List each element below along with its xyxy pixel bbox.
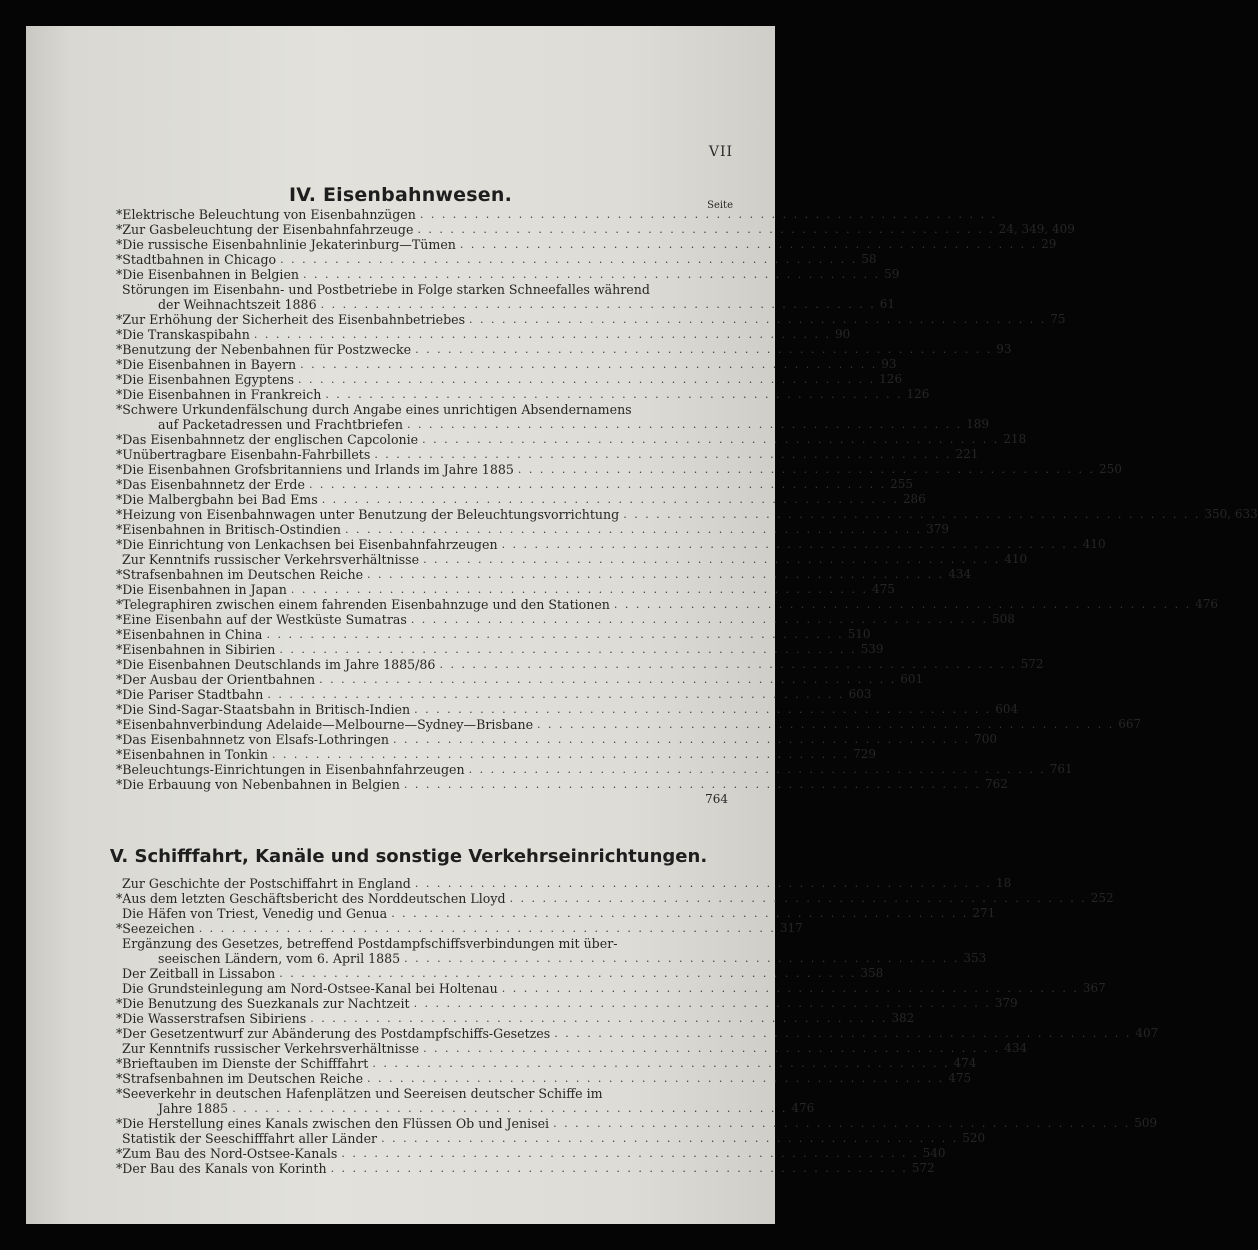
toc-entry-title: *Strafsenbahnen im Deutschen Reiche bbox=[116, 567, 364, 582]
toc-entry bbox=[116, 612, 1015, 627]
toc-list-section-5 bbox=[116, 876, 1159, 1176]
toc-entry-title-continued: Jahre 1885 bbox=[158, 1101, 229, 1116]
toc-entry-pages: 58 bbox=[861, 252, 877, 266]
toc-entry bbox=[116, 387, 930, 402]
toc-entry-title: *Die Eisenbahnen in Bayern bbox=[116, 357, 297, 372]
toc-entry-pages: 434 bbox=[948, 567, 972, 581]
dot-leader: . . . . . . . . . . . . . . . . . . . . . . . . . . . . . . . . . . . . . . . . . . . . . . . . . . . . . bbox=[198, 922, 776, 935]
toc-list-section-4 bbox=[116, 207, 1258, 807]
toc-entry bbox=[116, 597, 1218, 612]
dot-leader: . . . . . . . . . . . . . . . . . . . . . . . . . . . . . . . . . . . . . . . . . . . . . . . . . . . . . bbox=[509, 892, 1087, 905]
toc-entry-title: *Eisenbahnen in Sibirien bbox=[116, 642, 276, 657]
dot-leader: . . . . . . . . . . . . . . . . . . . . . . . . . . . . . . . . . . . . . . . . . . . . . . . . . . . . . bbox=[253, 328, 832, 341]
toc-entry-pages: 75 bbox=[1050, 312, 1066, 326]
dot-leader: . . . . . . . . . . . . . . . . . . . . . . . . . . . . . . . . . . . . . . . . . . . . . . . . . . . . . bbox=[344, 523, 923, 536]
toc-entry-title: *Das Eisenbahnnetz von Elsafs-Lothringen bbox=[116, 732, 389, 747]
dot-leader: . . . . . . . . . . . . . . . . . . . . . . . . . . . . . . . . . . . . . . . . . . . . . . . . . . . . . bbox=[459, 238, 1038, 251]
section-heading-eisenbahnwesen: IV. Eisenbahnwesen. bbox=[288, 184, 513, 206]
toc-entry bbox=[116, 1146, 946, 1161]
toc-entry-title: *Telegraphiren zwischen einem fahrenden Eisenbahnzuge und den Stationen bbox=[116, 597, 610, 612]
toc-entry bbox=[116, 642, 884, 657]
toc-entry-pages: 604 bbox=[995, 702, 1019, 716]
toc-entry-pages: 475 bbox=[948, 1071, 972, 1085]
toc-entry-title: *Unübertragbare Eisenbahn-Fahrbillets bbox=[116, 447, 371, 462]
dot-leader: . . . . . . . . . . . . . . . . . . . . . . . . . . . . . . . . . . . . . . . . . . . . . . . . . . . . . bbox=[290, 583, 869, 596]
dot-leader: . . . . . . . . . . . . . . . . . . . . . . . . . . . . . . . . . . . . . . . . . . . . . . . . . . . . . bbox=[391, 907, 969, 920]
dot-leader: . . . . . . . . . . . . . . . . . . . . . . . . . . . . . . . . . . . . . . . . . . . . . . . . . . . . . bbox=[537, 718, 1115, 731]
toc-entry-pages: 410 bbox=[1082, 537, 1106, 551]
toc-entry-pages: 59 bbox=[884, 267, 900, 281]
toc-entry-pages: 93 bbox=[996, 342, 1012, 356]
toc-entry-title: *Zum Bau des Nord-Ostsee-Kanals bbox=[116, 1146, 338, 1161]
dot-leader: . . . . . . . . . . . . . . . . . . . . . . . . . . . . . . . . . . . . . . . . . . . . . . . . . . . bbox=[320, 298, 876, 311]
toc-entry-title: Zur Kenntnifs russischer Verkehrsverhältnisse bbox=[122, 1041, 420, 1056]
toc-entry bbox=[116, 1116, 1158, 1131]
dot-leader: . . . . . . . . . . . . . . . . . . . . . . . . . . . . . . . . . . . . . . . . . . . . . . . . . . . . . bbox=[279, 967, 857, 980]
toc-entry bbox=[116, 996, 1018, 1011]
toc-entry-pages: 764 bbox=[705, 792, 728, 806]
toc-entry-title: Störungen im Eisenbahn- und Postbetriebe in Folge starken Schneefalles während bbox=[122, 282, 650, 297]
dot-leader: . . . . . . . . . . . . . . . . . . . . . . . . . . . . . . . . . . . . . . . . . . . . . . . . . . . . . bbox=[310, 1012, 888, 1025]
toc-entry-pages: 93 bbox=[881, 357, 897, 371]
dot-leader: . . . . . . . . . . . . . . . . . . . . . . . . . . . . . . . . . . . . . . . . . . . . . . . . . . . . . bbox=[415, 343, 993, 356]
toc-entry-pages: 434 bbox=[1004, 1041, 1028, 1055]
dot-leader: . . . . . . . . . . . . . . . . . . . . . . . . . . . . . . . . . . . . . . . . . . . . . . . . . . . . . bbox=[423, 553, 1001, 566]
toc-entry-title: *Eine Eisenbahn auf der Westküste Sumatras bbox=[116, 612, 407, 627]
toc-entry-pages: 24, 349, 409 bbox=[998, 222, 1075, 236]
toc-entry-title: *Die Wasserstrafsen Sibiriens bbox=[116, 1011, 307, 1026]
dot-leader: . . . . . . . . . . . . . . . . . . . . . . . . . . . . . . . . . . . . . . . . . . . . . . . . . . . . . bbox=[423, 1042, 1001, 1055]
toc-entry bbox=[116, 981, 1106, 996]
toc-entry-title: *Strafsenbahnen im Deutschen Reiche bbox=[116, 1071, 364, 1086]
dot-leader: . . . . . . . . . . . . . . . . . . . . . . . . . . . . . . . . . . . . . . . . . . . . . . . . . . . . . bbox=[308, 478, 887, 491]
dot-leader: . . . . . . . . . . . . . . . . . . . . . . . . . . . . . . . . . . . . . . . . . . . . . . . . . . . . . bbox=[501, 982, 1079, 995]
toc-entry-title: *Seeverkehr in deutschen Hafenplätzen und Seereisen deutscher Schiffe im bbox=[116, 1086, 603, 1101]
dot-leader: . . . . . . . . . . . . . . . . . . . . . . . . . . . . . . . . . . . . . . . . . . . . . . . . . . . . . bbox=[623, 508, 1201, 521]
toc-entry-pages: 729 bbox=[853, 747, 876, 761]
toc-entry bbox=[116, 921, 803, 936]
toc-entry-title: *Eisenbahnverbindung Adelaide—Melbourne—Sydney—Brisbane bbox=[116, 717, 534, 732]
toc-entry-pages: 410 bbox=[1004, 552, 1028, 566]
toc-entry-title: *Die russische Eisenbahnlinie Jekaterinburg—Tümen bbox=[116, 237, 456, 252]
toc-entry bbox=[116, 936, 987, 966]
toc-entry bbox=[116, 372, 903, 387]
toc-entry-title: *Zur Erhöhung der Sicherheit des Eisenbahnbetriebes bbox=[116, 312, 466, 327]
toc-entry-pages: 476 bbox=[1195, 597, 1218, 611]
toc-entry bbox=[116, 357, 897, 372]
toc-entry bbox=[116, 1041, 1028, 1056]
toc-entry bbox=[116, 687, 872, 702]
dot-leader: . . . . . . . . . . . . . . . . . . . . . . . . . . . . . . . . . . . . . . . . . . . . . . . . . . . . . bbox=[381, 1132, 959, 1145]
toc-entry-title: *Schwere Urkundenfälschung durch Angabe eines unrichtigen Absendernamens bbox=[116, 402, 632, 417]
toc-entry-pages: 700 bbox=[974, 732, 998, 746]
toc-entry bbox=[116, 747, 876, 762]
toc-entry-title: *Die Einrichtung von Lenkachsen bei Eisenbahnfahrzeugen bbox=[116, 537, 498, 552]
toc-entry-pages: 189 bbox=[966, 417, 990, 431]
toc-entry-title: *Der Gesetzentwurf zur Abänderung des Postdampfschiffs-Gesetzes bbox=[116, 1026, 551, 1041]
toc-entry-title: *Der Ausbau der Orientbahnen bbox=[116, 672, 316, 687]
toc-entry-pages: 29 bbox=[1041, 237, 1057, 251]
toc-entry bbox=[116, 267, 900, 282]
dot-leader: . . . . . . . . . . . . . . . . . . . . . . . . . . . . . . . . . . . . . . . . . . . . . . . . . . . . . bbox=[517, 463, 1096, 476]
toc-entry-pages: 603 bbox=[848, 687, 872, 701]
toc-entry bbox=[116, 432, 1027, 447]
dot-leader: . . . . . . . . . . . . . . . . . . . . . . . . . . . . . . . . . . . . . . . . . . . . . . . . . . . . . bbox=[367, 568, 945, 581]
toc-entry-pages: 539 bbox=[860, 642, 884, 656]
dot-leader: . . . . . . . . . . . . . . . . . . . . . . . . . . . . . . . . . . . . . . . . . . . . . . . . . . . . . bbox=[330, 1162, 908, 1175]
toc-entry bbox=[116, 906, 996, 921]
toc-entry-pages: 317 bbox=[779, 921, 803, 935]
toc-entry-title: *Seezeichen bbox=[116, 921, 195, 936]
toc-entry-pages: 379 bbox=[926, 522, 950, 536]
toc-entry bbox=[116, 762, 1073, 777]
toc-entry-title: *Benutzung der Nebenbahnen für Postzwecke bbox=[116, 342, 412, 357]
seite-label: Seite bbox=[707, 200, 733, 211]
toc-entry bbox=[116, 447, 979, 462]
dot-leader: . . . . . . . . . . . . . . . . . . . . . . . . . . . . . . . . . . . . . . . . . . . . . . . . . . . . . bbox=[414, 703, 992, 716]
toc-entry-pages: 367 bbox=[1082, 981, 1106, 995]
dot-leader: . . . . . . . . . . . . . . . . . . . . . . . . . . . . . . . . . . . . . . . . . . . . . . . . . . . . . bbox=[271, 748, 850, 761]
toc-entry bbox=[116, 477, 913, 492]
dot-leader: . . . . . . . . . . . . . . . . . . . . . . . . . . . . . . . . . . . . . . . . . . . . . . . . . . . . . bbox=[300, 358, 878, 371]
toc-entry-title-continued: der Weihnachtszeit 1886 bbox=[158, 297, 317, 312]
toc-entry bbox=[116, 207, 997, 222]
toc-entry bbox=[116, 252, 877, 267]
toc-entry-title: Der Zeitball in Lissabon bbox=[122, 966, 276, 981]
toc-entry-title: *Die Herstellung eines Kanals zwischen den Flüssen Ob und Jenisei bbox=[116, 1116, 550, 1131]
dot-leader: . . . . . . . . . . . . . . . . . . . . . . . . . . . . . . . . . . . . . . . . . . . . . . . . . . . . . bbox=[392, 733, 971, 746]
toc-entry bbox=[116, 702, 1019, 717]
toc-entry bbox=[116, 237, 1057, 252]
dot-leader: . . . . . . . . . . . . . . . . . . . . . . . . . . . . . . . . . . . . . . . . . . . . . . . . . . . . . bbox=[325, 388, 903, 401]
toc-entry-title: *Die Benutzung des Suezkanals zur Nachtzeit bbox=[116, 996, 410, 1011]
dot-leader: . . . . . . . . . . . . . . . . . . . . . . . . . . . . . . . . . . . . . . . . . . . . . . . . . . . . . bbox=[422, 433, 1000, 446]
toc-entry-title: *Elektrische Beleuchtung von Eisenbahnzügen bbox=[116, 207, 416, 222]
toc-entry bbox=[116, 1071, 972, 1086]
toc-entry-title: *Heizung von Eisenbahnwagen unter Benutzung der Beleuchtungsvorrichtung bbox=[116, 507, 620, 522]
toc-entry-title: Zur Geschichte der Postschiffahrt in England bbox=[122, 876, 411, 891]
toc-entry-pages: 520 bbox=[962, 1131, 986, 1145]
toc-entry bbox=[116, 792, 728, 807]
toc-entry-pages: 271 bbox=[972, 906, 996, 920]
toc-entry-title: *Brieftauben im Dienste der Schifffahrt bbox=[116, 1056, 369, 1071]
toc-entry bbox=[116, 1161, 935, 1176]
toc-entry-title: Die Grundsteinlegung am Nord-Ostsee-Kanal bei Holtenau bbox=[122, 981, 498, 996]
toc-entry-pages: 476 bbox=[791, 1101, 815, 1115]
toc-entry bbox=[116, 627, 871, 642]
toc-entry-title: *Aus dem letzten Geschäftsbericht des Norddeutschen Lloyd bbox=[116, 891, 506, 906]
toc-entry-pages: 126 bbox=[906, 387, 930, 401]
toc-entry-title: *Die Eisenbahnen Egyptens bbox=[116, 372, 295, 387]
dot-leader: . . . . . . . . . . . . . . . . . . . . . . . . . . . . . . . . . . . . . . . . . . . . . . . . . . . . . bbox=[403, 778, 982, 791]
toc-entry-pages: 126 bbox=[879, 372, 903, 386]
toc-entry-pages: 601 bbox=[900, 672, 924, 686]
toc-entry-pages: 762 bbox=[985, 777, 1008, 791]
toc-entry-title: Ergänzung des Gesetzes, betreffend Postdampfschiffsverbindungen mit über- bbox=[122, 936, 618, 951]
toc-entry-title: *Das Eisenbahnnetz der englischen Capcolonie bbox=[116, 432, 419, 447]
toc-entry-title: *Die Malbergbahn bei Bad Ems bbox=[116, 492, 318, 507]
toc-entry-pages: 761 bbox=[1049, 762, 1073, 776]
dot-leader: . . . . . . . . . . . . . . . . . . . . . . . . . . . . . . . . . . . . . . . . . . . . . . . . . . . . . bbox=[367, 1072, 945, 1085]
toc-entry-pages: 218 bbox=[1003, 432, 1027, 446]
toc-entry-title: *Die Eisenbahnen Grofsbritanniens und Irlands im Jahre 1885 bbox=[116, 462, 514, 477]
toc-entry-title: *Die Eisenbahnen in Belgien bbox=[116, 267, 300, 282]
toc-entry bbox=[116, 537, 1106, 552]
toc-entry-title: *Die Transkaspibahn bbox=[116, 327, 250, 342]
toc-entry-pages: 382 bbox=[891, 1011, 915, 1025]
toc-entry bbox=[116, 672, 924, 687]
toc-entry-pages: 250 bbox=[1099, 462, 1122, 476]
toc-entry-title: Statistik der Seeschifffahrt aller Länder bbox=[122, 1131, 378, 1146]
dot-leader: . . . . . . . . . . . . . . . . . . . . . . . . . . . . . . . . . . . . . . . . . . . . . . . . . . . . . bbox=[439, 658, 1017, 671]
dot-leader: . . . . . . . . . . . . . . . . . . . . . . . . . . . . . . . . . . . . . . . . . . . . . . . . . . . . . bbox=[414, 877, 993, 890]
toc-entry-title-continued: seeischen Ländern, vom 6. April 1885 bbox=[158, 951, 401, 966]
toc-entry-title: *Zur Gasbeleuchtung der Eisenbahnfahrzeuge bbox=[116, 222, 414, 237]
toc-entry-pages: 508 bbox=[991, 612, 1015, 626]
toc-entry-title: *Das Eisenbahnnetz der Erde bbox=[116, 477, 305, 492]
toc-entry bbox=[116, 876, 1012, 891]
toc-entry bbox=[116, 891, 1114, 906]
toc-entry bbox=[116, 462, 1122, 477]
dot-leader: . . . . . . . . . . . . . . . . . . . . . . . . . . . . . . . . . . . . . . . . . . . . . . . . . . . . . bbox=[413, 997, 991, 1010]
toc-entry bbox=[116, 1011, 915, 1026]
dot-leader: . . . . . . . . . . . . . . . . . . . . . . . . . . . . . . . . . . . . . . . . . . . . . . . . . . . . . bbox=[468, 763, 1046, 776]
dot-leader: . . . . . . . . . . . . . . . . . . . . . . . . . . . . . . . . . . . . . . . . . . . . . . . . . . . . . bbox=[374, 448, 952, 461]
dot-leader: . . . . . . . . . . . . . . . . . . . . . . . . . . . . . . . . . . . . . . . . . . . . . . . . . . . . . bbox=[267, 688, 845, 701]
toc-entry bbox=[116, 327, 851, 342]
toc-entry bbox=[116, 567, 972, 582]
dot-leader: . . . . . . . . . . . . . . . . . . . . . . . . . . . . . . . . . . . . . . . . . . . . . . . . . . . . . bbox=[279, 643, 857, 656]
toc-entry-pages: 540 bbox=[922, 1146, 946, 1160]
toc-entry bbox=[116, 1026, 1159, 1041]
toc-entry-title: *Eisenbahnen in Britisch-Ostindien bbox=[116, 522, 341, 537]
toc-entry-pages: 407 bbox=[1135, 1026, 1159, 1040]
toc-entry-pages: 18 bbox=[996, 876, 1012, 890]
toc-entry bbox=[116, 1056, 977, 1071]
page-number: VII bbox=[708, 144, 733, 160]
toc-entry-title: *Die Eisenbahnen in Frankreich bbox=[116, 387, 322, 402]
toc-entry-title-continued: auf Packetadressen und Frachtbriefen bbox=[158, 417, 403, 432]
toc-entry-title: *Stadtbahnen in Chicago bbox=[116, 252, 277, 267]
dot-leader: . . . . . . . . . . . . . . . . . . . . . . . . . . . . . . . . . . . . . . . . . . . . . . . . . . . . . bbox=[266, 628, 844, 641]
dot-leader: . . . . . . . . . . . . . . . . . . . . . . . . . . . . . . . . . . . . . . . . . . . . . . . . . . . . . bbox=[280, 253, 858, 266]
toc-entry bbox=[116, 777, 1008, 792]
toc-entry-pages: 474 bbox=[953, 1056, 977, 1070]
dot-leader: . . . . . . . . . . . . . . . . . . . . . . . . . . . . . . . . . . . . . . . . . . . . . . . . . . . . . bbox=[469, 313, 1047, 326]
dot-leader: . . . . . . . . . . . . . . . . . . . . . . . . . . . . . . . . . . . . . . . . . . . . . . . . . . . . . bbox=[303, 268, 881, 281]
toc-entry bbox=[116, 552, 1028, 567]
toc-entry-title: Zur Kenntnifs russischer Verkehrsverhältnisse bbox=[122, 552, 420, 567]
toc-entry-title: *Eisenbahnen in China bbox=[116, 627, 263, 642]
toc-entry bbox=[116, 342, 1012, 357]
toc-entry bbox=[116, 282, 896, 312]
dot-leader: . . . . . . . . . . . . . . . . . . . . . . . . . . . . . . . . . . . . . . . . . . . . . . . . . . . . . bbox=[501, 538, 1079, 551]
toc-entry-title: *Eisenbahnen in Tonkin bbox=[116, 747, 268, 762]
toc-entry bbox=[116, 222, 1075, 237]
toc-entry-title: *Die Erbauung von Nebenbahnen in Belgien bbox=[116, 777, 400, 792]
dot-leader: . . . . . . . . . . . . . . . . . . . . . . . . . . . . . . . . . . . . . . . . . . . . . . . . . . . . . bbox=[419, 208, 997, 221]
dot-leader: . . . . . . . . . . . . . . . . . . . . . . . . . . . . . . . . . . . . . . . . . . . . . . . . . . . . . bbox=[341, 1147, 919, 1160]
toc-entry bbox=[116, 507, 1258, 522]
toc-entry bbox=[116, 717, 1142, 732]
toc-entry bbox=[116, 966, 884, 981]
toc-entry-pages: 221 bbox=[955, 447, 979, 461]
section-heading-schifffahrt: V. Schifffahrt, Kanäle und sonstige Verkehrseinrichtungen. bbox=[109, 846, 708, 867]
toc-entry bbox=[116, 1086, 815, 1116]
toc-entry bbox=[116, 657, 1044, 672]
toc-entry-pages: 286 bbox=[902, 492, 926, 506]
toc-entry bbox=[116, 582, 895, 597]
toc-entry bbox=[116, 1131, 986, 1146]
toc-entry-pages: 358 bbox=[860, 966, 884, 980]
toc-entry-pages: 475 bbox=[872, 582, 895, 596]
toc-entry-pages: 509 bbox=[1134, 1116, 1158, 1130]
dot-leader: . . . . . . . . . . . . . . . . . . . . . . . . . . . . . . . . . . . . . . . . . . . . . . . . . . . . . bbox=[613, 598, 1192, 611]
toc-entry-pages: 572 bbox=[1020, 657, 1044, 671]
toc-entry-pages: 255 bbox=[890, 477, 913, 491]
toc-entry-title: Die Häfen von Triest, Venedig und Genua bbox=[122, 906, 388, 921]
toc-entry-title: *Die Eisenbahnen in Japan bbox=[116, 582, 287, 597]
dot-leader: . . . . . . . . . . . . . . . . . . . . . . . . . . . . . . . . . . . . . . . . . . . . . . . . . . . . . bbox=[410, 613, 988, 626]
toc-entry-pages: 252 bbox=[1090, 891, 1114, 905]
toc-entry-title: *Beleuchtungs-Einrichtungen in Eisenbahnfahrzeugen bbox=[116, 762, 465, 777]
dot-leader: . . . . . . . . . . . . . . . . . . . . . . . . . . . . . . . . . . . . . . . . . . . . . . . . . . . bbox=[407, 418, 963, 431]
dot-leader: . . . . . . . . . . . . . . . . . . . . . . . . . . . . . . . . . . . . . . . . . . . . . . . . . . . . . bbox=[554, 1027, 1132, 1040]
toc-entry bbox=[116, 402, 990, 432]
toc-entry bbox=[116, 492, 926, 507]
book-page bbox=[26, 26, 1258, 1224]
toc-entry-pages: 353 bbox=[963, 951, 987, 965]
toc-entry-pages: 90 bbox=[835, 327, 851, 341]
toc-entry-pages: 667 bbox=[1118, 717, 1142, 731]
toc-entry-title: *Die Sind-Sagar-Staatsbahn in Britisch-Indien bbox=[116, 702, 411, 717]
dot-leader: . . . . . . . . . . . . . . . . . . . . . . . . . . . . . . . . . . . . . . . . . . . . . . . . . . . . . bbox=[321, 493, 899, 506]
toc-entry-pages: 61 bbox=[879, 297, 896, 311]
toc-entry-title: *Der Bau des Kanals von Korinth bbox=[116, 1161, 327, 1176]
dot-leader: . . . . . . . . . . . . . . . . . . . . . . . . . . . . . . . . . . . . . . . . . . . . . . . . . . . . . bbox=[319, 673, 897, 686]
toc-entry-pages: 350, 633 bbox=[1204, 507, 1258, 521]
toc-entry-pages: 510 bbox=[847, 627, 871, 641]
toc-entry-pages: 572 bbox=[911, 1161, 935, 1175]
dot-leader: . . . . . . . . . . . . . . . . . . . . . . . . . . . . . . . . . . . . . . . . . . . . . . . . . . . . . bbox=[372, 1057, 950, 1070]
dot-leader: . . . . . . . . . . . . . . . . . . . . . . . . . . . . . . . . . . . . . . . . . . . . . . . . . . . bbox=[404, 952, 960, 965]
toc-entry bbox=[116, 312, 1066, 327]
toc-entry bbox=[116, 522, 950, 537]
toc-entry-pages: 379 bbox=[994, 996, 1018, 1010]
dot-leader: . . . . . . . . . . . . . . . . . . . . . . . . . . . . . . . . . . . . . . . . . . . . . . . . . . . . . bbox=[553, 1117, 1131, 1130]
dot-leader: . . . . . . . . . . . . . . . . . . . . . . . . . . . . . . . . . . . . . . . . . . . . . . . . . . . bbox=[232, 1102, 788, 1115]
toc-entry-title: *Die Pariser Stadtbahn bbox=[116, 687, 264, 702]
toc-entry bbox=[116, 732, 998, 747]
dot-leader: . . . . . . . . . . . . . . . . . . . . . . . . . . . . . . . . . . . . . . . . . . . . . . . . . . . . . bbox=[417, 223, 995, 236]
toc-entry-title: *Die Eisenbahnen Deutschlands im Jahre 1885/86 bbox=[116, 657, 436, 672]
dot-leader: . . . . . . . . . . . . . . . . . . . . . . . . . . . . . . . . . . . . . . . . . . . . . . . . . . . . . bbox=[298, 373, 876, 386]
